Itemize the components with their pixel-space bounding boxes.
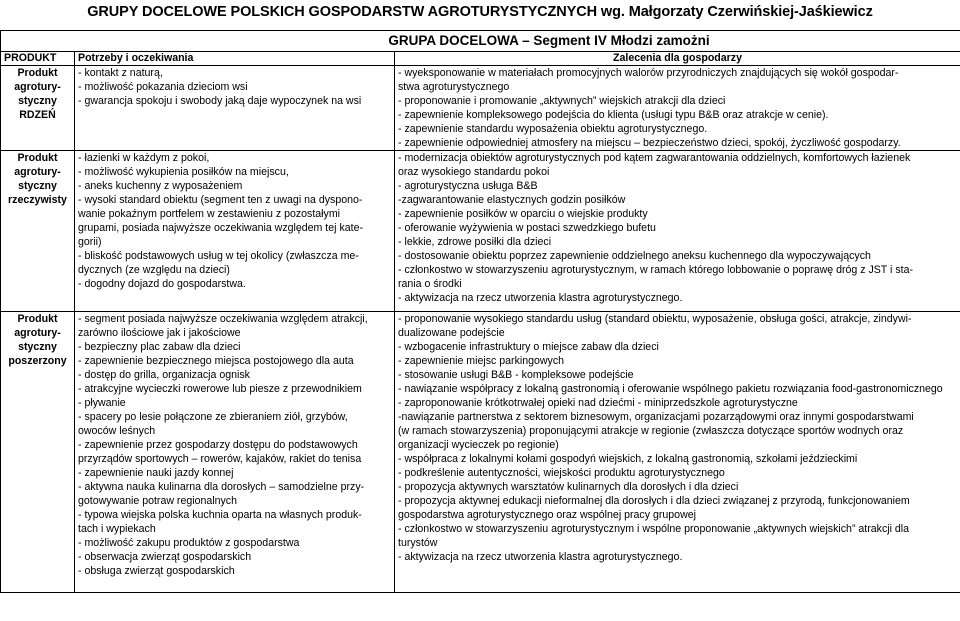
header-product: PRODUKT (1, 52, 75, 66)
recommendations-cell (395, 66, 960, 151)
product-line: styczny (18, 341, 57, 353)
recommendations-line: oraz wysokiego standardu pokoi (398, 166, 550, 178)
table-row (1, 66, 960, 151)
needs-line: - pływanie (78, 397, 126, 409)
needs-cell (75, 66, 395, 151)
recommendations-line: - podkreślenie autentyczności, wiejskości produktu agroturystycznego (398, 467, 725, 479)
product-cell (1, 66, 75, 151)
needs-line: - kontakt z naturą, (78, 67, 163, 79)
recommendations-line: - propozycja aktywnych warsztatów kulinarnych dla dorosłych i dla dzieci (398, 481, 739, 493)
recommendations-line: turystów (398, 537, 438, 549)
needs-line: - możliwość pokazania dzieciom wsi (78, 81, 248, 93)
recommendations-line: - zapewnienie standardu wyposażenia obiektu agroturystycznego. (398, 123, 708, 135)
needs-line: - możliwość wykupienia posiłków na miejscu, (78, 166, 289, 178)
column-header-row (1, 52, 960, 66)
needs-line: tach i wypiekach (78, 523, 156, 535)
recommendations-line: (w ramach stowarzyszenia) proponującymi atrakcje w regionie (zwłaszcza dotyczące sportów wodnych oraz (398, 425, 904, 437)
recommendations-line: - dostosowanie obiektu poprzez zapewnienie oddzielnego aneksu kuchennego dla wypoczywających (398, 250, 871, 262)
table-row (1, 312, 960, 593)
needs-line: grupami, posiada najwyższe oczekiwania względem tej kate- (78, 222, 363, 234)
needs-line: przyrządów sportowych – rowerów, kajaków, rakiet do tenisa (78, 453, 362, 465)
needs-line: - dostęp do grilla, organizacja ognisk (78, 369, 250, 381)
needs-line: - możliwość zakupu produktów z gospodarstwa (78, 537, 300, 549)
document-title: GRUPY DOCELOWE POLSKICH GOSPODARSTW AGROTURYSTYCZNYCH wg. Małgorzaty Czerwińskiej-Jaśkiewicz (87, 4, 873, 20)
product-line: Produkt (17, 152, 58, 164)
recommendations-line: - zaproponowanie krótkotrwałej opieki nad dziećmi - miniprzedszkole agroturystyczne (398, 397, 798, 409)
recommendations-line: - zapewnienie kompleksowego podejścia do klienta (usługi typu B&B oraz atrakcje w cenie). (398, 109, 829, 121)
table-row (1, 151, 960, 312)
recommendations-line: - lekkie, zdrowe posiłki dla dzieci (398, 236, 552, 248)
product-line: RDZEŃ (19, 109, 56, 121)
product-line: styczny (18, 95, 57, 107)
product-cell (1, 151, 75, 312)
needs-line: - bliskość podstawowych usług w tej okolicy (zwłaszcza me- (78, 250, 359, 262)
needs-line: - zapewnienie nauki jazdy konnej (78, 467, 234, 479)
needs-line: - obserwacja zwierząt gospodarskich (78, 551, 252, 563)
recommendations-line: -zagwarantowanie elastycznych godzin posiłków (398, 194, 626, 206)
needs-line: - łazienki w każdym z pokoi, (78, 152, 210, 164)
recommendations-line: -nawiązanie partnerstwa z sektorem biznesowym, organizacjami pozarządowymi oraz innymi gospodarstwami (398, 411, 914, 423)
recommendations-line: dualizowane podejście (398, 327, 505, 339)
product-line: Produkt (17, 67, 58, 79)
recommendations-line: - propozycja aktywnej edukacji nieformalnej dla dorosłych i dla dzieci związanej z przyrodą, funkcjonowaniem (398, 495, 910, 507)
needs-line: dycznych (ze względu na dzieci) (78, 264, 230, 276)
needs-line: - bezpieczny plac zabaw dla dzieci (78, 341, 241, 353)
needs-line: - spacery po lesie połączone ze zbieraniem ziół, grzybów, (78, 411, 348, 423)
needs-line: - wysoki standard obiektu (segment ten z uwagi na dyspono- (78, 194, 363, 206)
needs-line: - aktywna nauka kulinarna dla dorosłych – samodzielne przy- (78, 481, 365, 493)
product-line: poszerzony (8, 355, 67, 367)
header-recommendations: Zalecenia dla gospodarzy (395, 52, 960, 66)
product-line: agrotury- (14, 166, 61, 178)
needs-line: zarówno ilościowe jak i jakościowe (78, 327, 241, 339)
needs-line: - zapewnienie przez gospodarzy dostępu do podstawowych (78, 439, 358, 451)
recommendations-line: - wzbogacenie infrastruktury o miejsce zabaw dla dzieci (398, 341, 659, 353)
recommendations-line: - agroturystyczna usługa B&B (398, 180, 538, 192)
product-cell (1, 312, 75, 593)
needs-line: - aneks kuchenny z wyposażeniem (78, 180, 243, 192)
needs-line: owoców leśnych (78, 425, 156, 437)
product-line: Produkt (17, 313, 58, 325)
recommendations-line: - aktywizacja na rzecz utworzenia klastra agroturystycznego. (398, 551, 683, 563)
recommendations-line: gospodarstwa agroturystycznego oraz wspólnej pracy grupowej (398, 509, 696, 521)
product-line: rzeczywisty (8, 194, 67, 206)
recommendations-line: - zapewnienie miejsc parkingowych (398, 355, 565, 367)
product-line: agrotury- (14, 327, 61, 339)
group-header-row (1, 31, 960, 52)
recommendations-line: - oferowanie wyżywienia w postaci szwedzkiego bufetu (398, 222, 656, 234)
product-line: agrotury- (14, 81, 61, 93)
recommendations-line: - nawiązanie współpracy z lokalną gastronomią i oferowanie wspólnego pakietu rozwiązania food-gastronomicznego (398, 383, 943, 395)
recommendations-cell (395, 312, 960, 593)
recommendations-line: - współpraca z lokalnymi kołami gospodyń wiejskich, z lokalną gastronomią, szkołami jeździeckimi (398, 453, 858, 465)
recommendations-line: - zapewnienie odpowiedniej atmosfery na miejscu – bezpieczeństwo dzieci, spokój, życzliwość gospodarzy. (398, 137, 901, 149)
needs-line: - zapewnienie bezpiecznego miejsca postojowego dla auta (78, 355, 354, 367)
recommendations-cell (395, 151, 960, 312)
recommendations-line: organizacji wycieczek po regionie) (398, 439, 559, 451)
needs-line: gotowywanie potraw regionalnych (78, 495, 237, 507)
recommendations-line: - aktywizacja na rzecz utworzenia klastra agroturystycznego. (398, 292, 683, 304)
recommendations-line: - członkostwo w stowarzyszeniu agroturystycznym i wspólne proponowanie „aktywnych wiejskich” atrakcji dla (398, 523, 910, 535)
recommendations-line: - wyeksponowanie w materiałach promocyjnych walorów przyrodniczych znajdujących się wokół gospodar- (398, 67, 899, 79)
recommendations-line: - zapewnienie posiłków w oparciu o wiejskie produkty (398, 208, 648, 220)
recommendations-line: - modernizacja obiektów agroturystycznych pod kątem zagwarantowania oddzielnych, komfortowych łazienek (398, 152, 911, 164)
needs-cell (75, 151, 395, 312)
needs-line: - gwarancja spokoju i swobody jaką daje wypoczynek na wsi (78, 95, 362, 107)
recommendations-line: - proponowanie i promowanie „aktywnych” wiejskich atrakcji dla dzieci (398, 95, 726, 107)
recommendations-line: stwa agroturystycznego (398, 81, 510, 93)
recommendations-line: - proponowanie wysokiego standardu usług (standard obiektu, wyposażenie, obsługa gości, atrakcje, zindywi- (398, 313, 912, 325)
needs-line: - dogodny dojazd do gospodarstwa. (78, 278, 246, 290)
needs-cell (75, 312, 395, 593)
header-needs: Potrzeby i oczekiwania (75, 52, 395, 66)
recommendations-line: - członkostwo w stowarzyszeniu agroturystycznym, w ramach którego lobbowanie o poprawę dróg z JST i sta- (398, 264, 913, 276)
product-line: styczny (18, 180, 57, 192)
recommendations-line: rania o środki (398, 278, 462, 290)
recommendations-line: - stosowanie usługi B&B - kompleksowe podejście (398, 369, 634, 381)
needs-line: - atrakcyjne wycieczki rowerowe lub piesze z przewodnikiem (78, 383, 362, 395)
needs-line: - segment posiada najwyższe oczekiwania względem atrakcji, (78, 313, 368, 325)
needs-line: wanie pokaźnym portfelem w zestawieniu z pozostałymi (78, 208, 341, 220)
needs-line: gorii) (78, 236, 102, 248)
needs-line: - obsługa zwierząt gospodarskich (78, 565, 235, 577)
needs-line: - typowa wiejska polska kuchnia oparta na własnych produk- (78, 509, 362, 521)
group-title: GRUPA DOCELOWA – Segment IV Młodzi zamożni (1, 31, 960, 52)
target-group-table (0, 30, 960, 593)
